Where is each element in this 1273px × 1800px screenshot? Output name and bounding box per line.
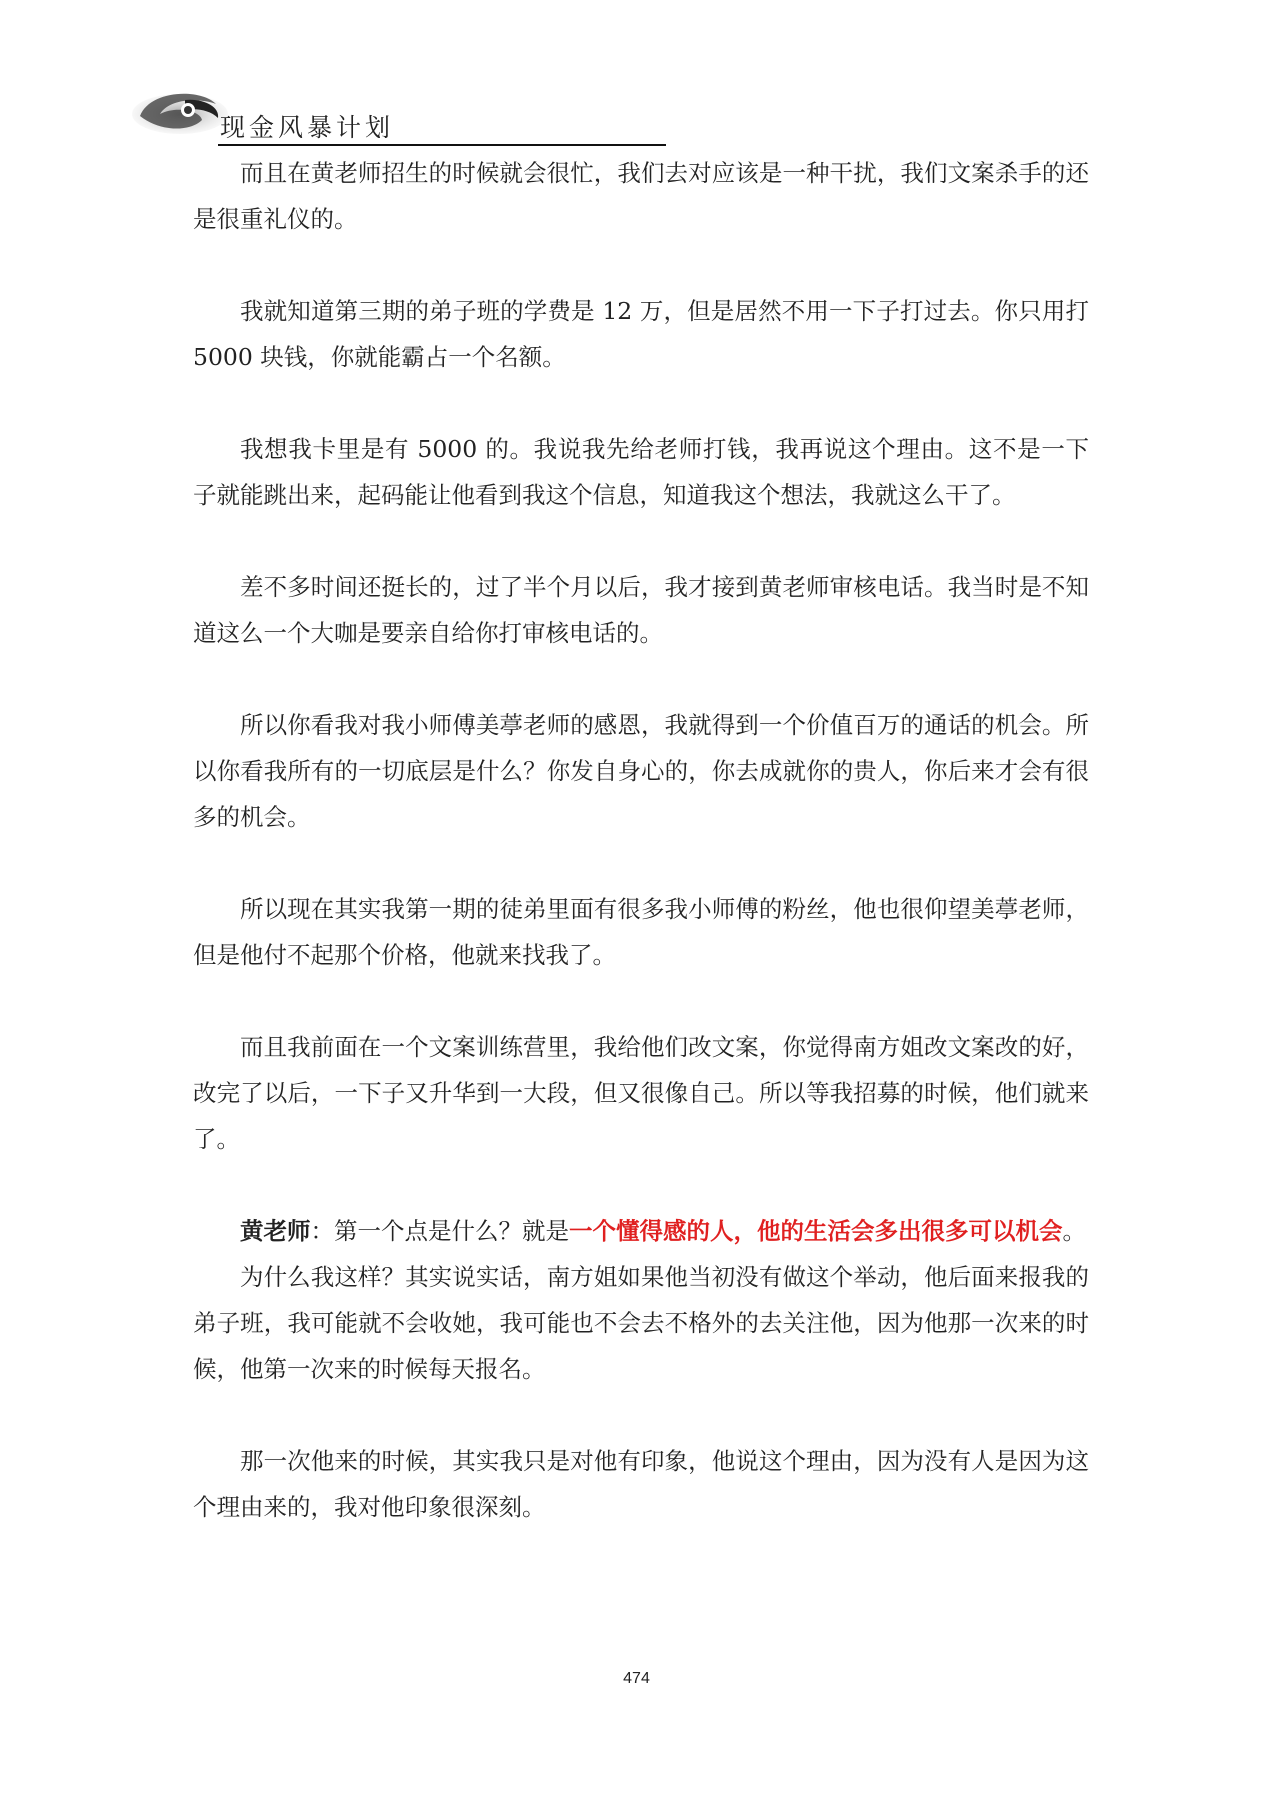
swirl-logo-icon bbox=[130, 80, 230, 144]
paragraph: 我想我卡里是有 5000 的。我说我先给老师打钱，我再说这个理由。这不是一下子就能跳出来，起码能让他看到我这个信息，知道我这个想法，我就这么干了。 bbox=[193, 435, 1089, 509]
paragraph-gap bbox=[193, 518, 1089, 564]
paragraph: 所以现在其实我第一期的徒弟里面有很多我小师傅的粉丝，他也很仰望美葶老师，但是他付不起那个价格，他就来找我了。 bbox=[193, 895, 1089, 969]
highlight-paragraph bbox=[193, 1208, 1089, 1254]
paragraph-gap bbox=[193, 1392, 1089, 1438]
paragraph: 差不多时间还挺长的，过了半个月以后，我才接到黄老师审核电话。我当时是不知道这么一个大咖是要亲自给你打审核电话的。 bbox=[193, 573, 1089, 647]
paragraph: 那一次他来的时候，其实我只是对他有印象，他说这个理由，因为没有人是因为这个理由来的，我对他印象很深刻。 bbox=[193, 1447, 1089, 1521]
paragraph-gap bbox=[193, 1162, 1089, 1208]
highlight-emphasis: 一个懂得感的人，他的生活会多出很多可以机会 bbox=[569, 1217, 1063, 1245]
speaker-colon: ： bbox=[310, 1217, 334, 1245]
speaker-name: 黄老师 bbox=[240, 1217, 311, 1245]
paragraph-gap bbox=[193, 380, 1089, 426]
header-divider bbox=[218, 144, 666, 146]
paragraph-gap bbox=[193, 656, 1089, 702]
header-title: 现金风暴计划 bbox=[220, 113, 395, 142]
body-text bbox=[193, 150, 1089, 1530]
paragraph: 而且我前面在一个文案训练营里，我给他们改文案，你觉得南方姐改文案改的好，改完了以后，一下子又升华到一大段，但又很像自己。所以等我招募的时候，他们就来了。 bbox=[193, 1033, 1089, 1153]
paragraph: 我就知道第三期的弟子班的学费是 12 万，但是居然不用一下子打过去。你只用打 5000 块钱，你就能霸占一个名额。 bbox=[193, 297, 1089, 371]
paragraph: 所以你看我对我小师傅美葶老师的感恩，我就得到一个价值百万的通话的机会。所以你看我所有的一切底层是什么？你发自身心的，你去成就你的贵人，你后来才会有很多的机会。 bbox=[193, 711, 1089, 831]
page-header bbox=[130, 72, 670, 152]
paragraph-gap bbox=[193, 242, 1089, 288]
paragraph: 而且在黄老师招生的时候就会很忙，我们去对应该是一种干扰，我们文案杀手的还是很重礼仪的。 bbox=[193, 159, 1089, 233]
paragraph: 为什么我这样？其实说实话，南方姐如果他当初没有做这个举动，他后面来报我的弟子班，我可能就不会收她，我可能也不会去不格外的去关注他，因为他那一次来的时候，他第一次来的时候每天报名。 bbox=[193, 1263, 1089, 1383]
highlight-end: 。 bbox=[1062, 1217, 1086, 1245]
paragraph-gap bbox=[193, 978, 1089, 1024]
paragraph-gap bbox=[193, 840, 1089, 886]
highlight-lead: 第一个点是什么？就是 bbox=[334, 1217, 569, 1245]
page-number: 474 bbox=[623, 1670, 650, 1687]
